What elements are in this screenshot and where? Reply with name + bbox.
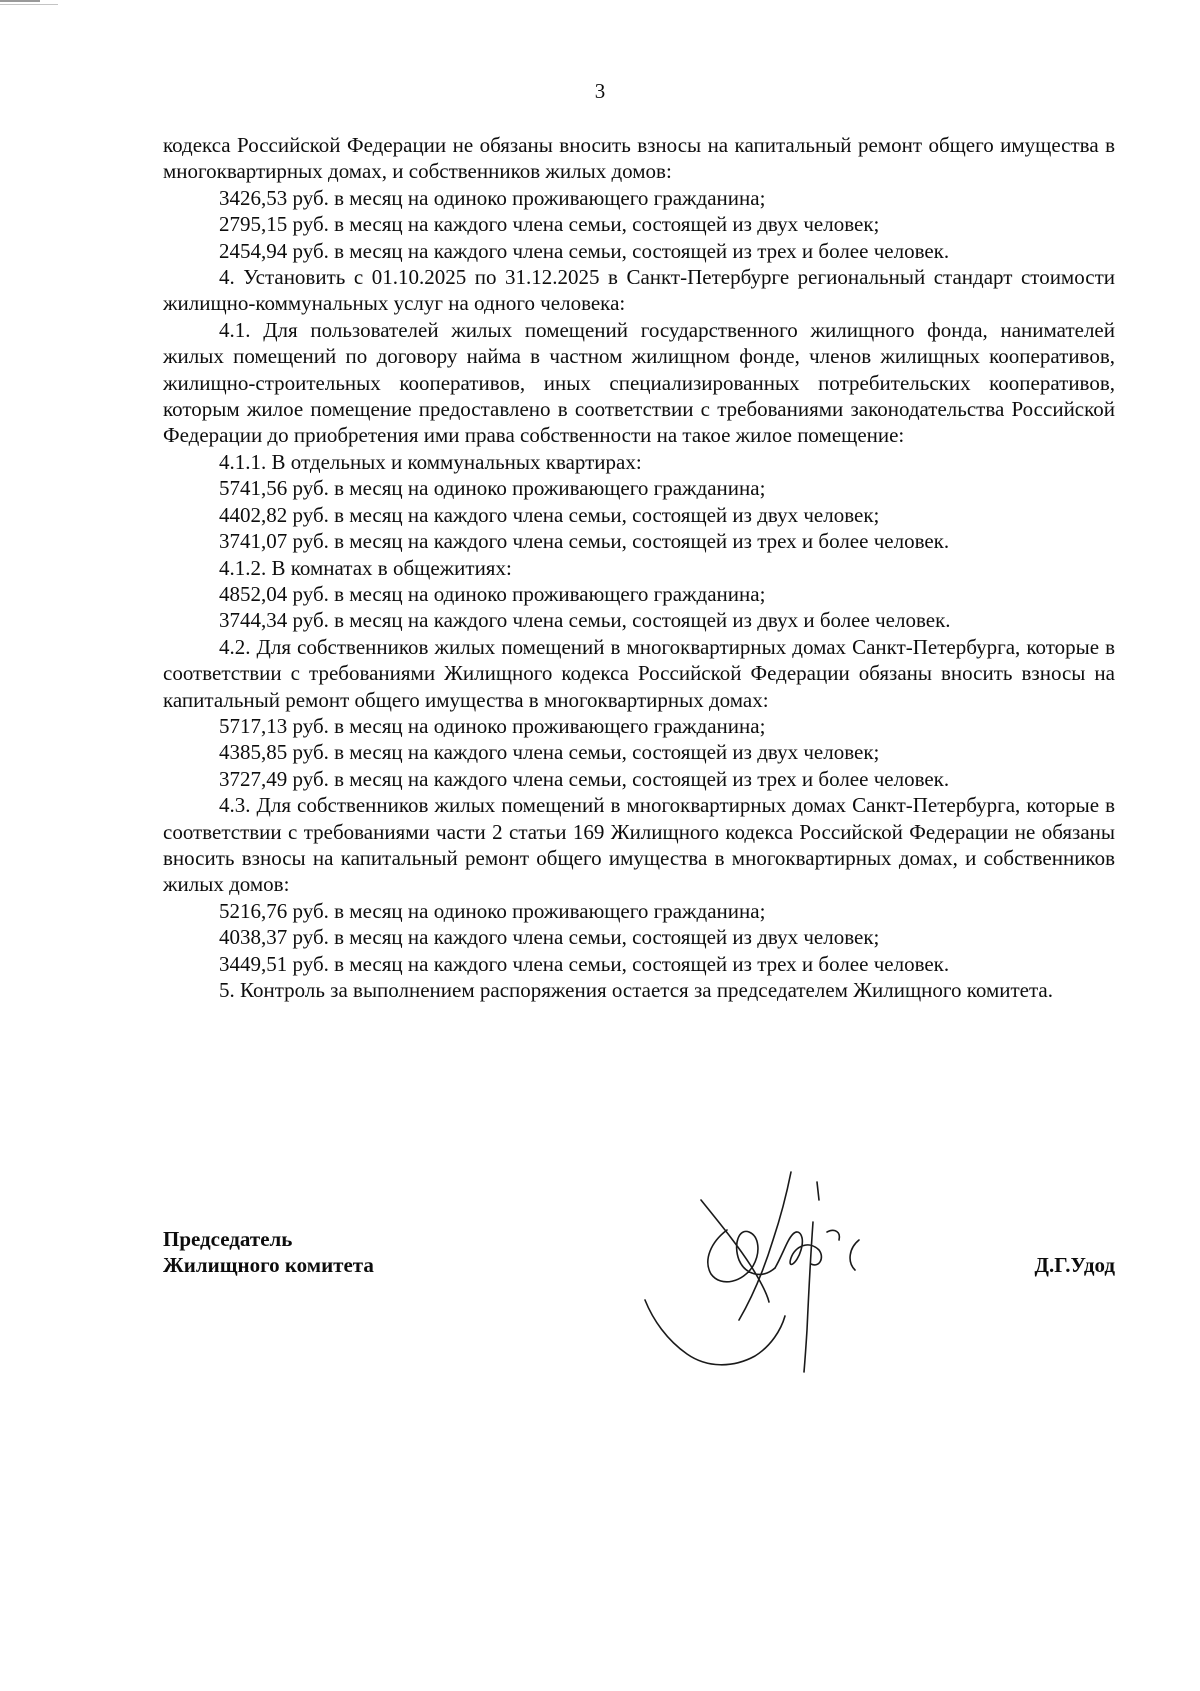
tariff-line: 4852,04 руб. в месяц на одиноко проживающего гражданина; [219, 581, 766, 606]
page-number: 3 [594, 79, 606, 103]
tariff-line: 3727,49 руб. в месяц на каждого члена семьи, состоящей из трех и более человек. [219, 766, 950, 791]
signature-block [163, 1226, 1115, 1396]
tariff-line: 4.1.1. В отдельных и коммунальных квартирах: [219, 449, 642, 474]
tariff-line: 3744,34 руб. в месяц на каждого члена семьи, состоящей из двух и более человек. [219, 608, 951, 633]
tariff-line: 3426,53 руб. в месяц на одиноко проживающего гражданина; [219, 185, 766, 210]
paragraph: кодекса Российской Федерации не обязаны вносить взносы на капитальный ремонт общего имущества в многоквартирных домах, и собственников жилых домов: [163, 133, 1115, 184]
tariff-line: 5216,76 руб. в месяц на одиноко проживающего гражданина; [219, 898, 766, 923]
tariff-line: 4.1.2. В комнатах в общежитиях: [219, 555, 512, 580]
tariff-line: 5741,56 руб. в месяц на одиноко проживающего гражданина; [219, 476, 766, 501]
paragraph: 5. Контроль за выполнением распоряжения остается за председателем Жилищного комитета. [219, 978, 1053, 1002]
tariff-line: 3741,07 руб. в месяц на каждого члена семьи, состоящей из трех и более человек. [219, 529, 950, 554]
tariff-line: 2454,94 руб. в месяц на каждого члена семьи, состоящей из трех и более человек. [219, 238, 950, 263]
paragraph: 4. Установить с 01.10.2025 по 31.12.2025 в Санкт-Петербурге региональный стандарт стоимости жилищно-коммунальных услуг на одного человека: [163, 265, 1115, 316]
tariff-line: 4038,37 руб. в месяц на каждого члена семьи, состоящей из двух человек; [219, 925, 880, 950]
tariff-line: 4402,82 руб. в месяц на каждого члена семьи, состоящей из двух человек; [219, 502, 880, 527]
tariff-line: 3449,51 руб. в месяц на каждого члена семьи, состоящей из трех и более человек. [219, 951, 950, 976]
document-body [163, 132, 1115, 1003]
signatory-position [163, 1226, 374, 1279]
paragraph: 4.1. Для пользователей жилых помещений государственного жилищного фонда, нанимателей жилых помещений по договору найма в частном жилищном фонде, членов жилищных кооперативов, жилищно-строительных кооперативов, иных специализированных потребительских кооперативов, которым жилое помещение предоставлено в соответствии с требованиями законодательства Российской Федерации до приобретения ими права собственности на такое жилое помещение: [163, 317, 1115, 448]
tariff-line: 4385,85 руб. в месяц на каждого члена семьи, состоящей из двух человек; [219, 740, 880, 765]
signatory-position-line: Председатель [163, 1227, 293, 1251]
scan-artifact [0, 0, 40, 2]
scan-artifact [0, 4, 58, 5]
signatory-name: Д.Г.Удод [1034, 1253, 1115, 1277]
tariff-line: 2795,15 руб. в месяц на каждого члена семьи, состоящей из двух человек; [219, 212, 880, 237]
paragraph: 4.2. Для собственников жилых помещений в многоквартирных домах Санкт-Петербурга, которые в соответствии с требованиями Жилищного кодекса Российской Федерации обязаны вносить взносы на капитальный ремонт общего имущества в многоквартирных домах: [163, 634, 1115, 712]
signatory-position-line: Жилищного комитета [163, 1253, 374, 1278]
tariff-line: 5717,13 руб. в месяц на одиноко проживающего гражданина; [219, 713, 766, 738]
paragraph: 4.3. Для собственников жилых помещений в многоквартирных домах Санкт-Петербурга, которые в соответствии с требованиями части 2 статьи 169 Жилищного кодекса Российской Федерации не обязаны вносить взносы на капитальный ремонт общего имущества в многоквартирных домах, и собственников жилых домов: [163, 793, 1115, 897]
handwritten-signature [641, 1170, 891, 1390]
